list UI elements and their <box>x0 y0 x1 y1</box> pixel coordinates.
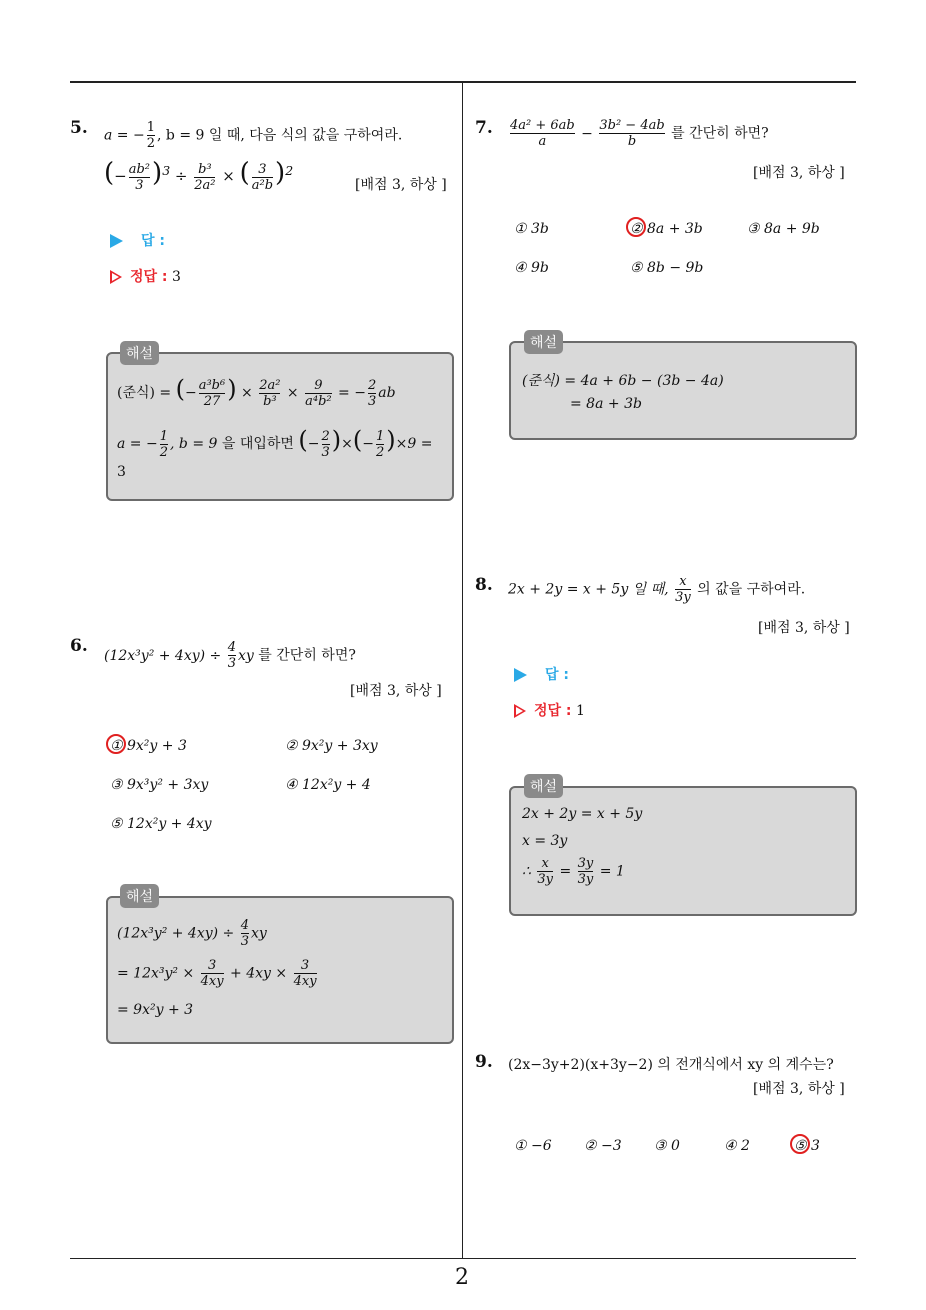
q6-selected-circle-icon <box>106 734 126 754</box>
q9-choice-5[interactable]: ⑤ 3 <box>794 1138 820 1154</box>
q7-choice-2[interactable]: ② 8a + 3b <box>630 221 703 237</box>
q8-prompt: 2x + 2y = x + 5y 일 때, $\frac{x}{3y}$ 의 값을 구하여라. <box>508 574 806 605</box>
q8-number: 8. <box>475 575 493 595</box>
q7-selected-circle-icon <box>626 217 646 237</box>
q5-solution-tag: 해설 <box>120 341 159 365</box>
q8-answer-label: 답 : <box>514 664 569 684</box>
top-rule <box>70 81 856 83</box>
correct-arrow-icon <box>110 270 122 284</box>
q6-number: 6. <box>70 636 88 656</box>
q9-choice-4[interactable]: ④ 2 <box>724 1138 750 1154</box>
q8-solution-line3: ∴ $\frac{x}{3y}$ = $\frac{3y}{3y}$ = 1 <box>522 856 625 887</box>
q8-solution-line2: x = 3y <box>522 833 568 849</box>
q9-choice-3[interactable]: ③ 0 <box>654 1138 680 1154</box>
q5-answer-label: 답 : <box>110 230 165 250</box>
q6-choice-5[interactable]: ⑤ 12x²y + 4xy <box>110 816 212 832</box>
q7-solution-tag: 해설 <box>524 330 563 354</box>
q6-choice-1[interactable]: ① 9x²y + 3 <box>110 738 187 754</box>
correct-arrow-icon <box>514 704 526 718</box>
q8-solution-tag: 해설 <box>524 774 563 798</box>
q8-solution-line1: 2x + 2y = x + 5y <box>522 806 643 822</box>
answer-arrow-icon <box>110 234 123 248</box>
q6-choice-4[interactable]: ④ 12x²y + 4 <box>285 777 371 793</box>
bottom-rule <box>70 1258 856 1259</box>
q7-number: 7. <box>475 118 493 138</box>
q6-score: [배점 3, 하상 ] <box>350 683 442 699</box>
column-divider <box>462 83 463 1259</box>
q8-correct: 정답 : 1 <box>514 700 585 720</box>
q7-choice-4[interactable]: ④ 9b <box>514 260 549 276</box>
q6-solution-line2: = 12x³y² × $\frac{3}{4xy}$ + 4xy × $\frac{3}{4xy}$ <box>117 958 317 989</box>
q5-prompt: a = − $\frac{1}{2}$ , b = 9 일 때, 다음 식의 값을 구하여라. <box>104 120 403 151</box>
q6-solution-line3: = 9x²y + 3 <box>117 1002 194 1018</box>
q9-choice-1[interactable]: ① −6 <box>514 1138 552 1154</box>
q6-solution-tag: 해설 <box>120 884 159 908</box>
q5-score: [배점 3, 하상 ] <box>355 177 447 193</box>
q9-score: [배점 3, 하상 ] <box>753 1081 845 1097</box>
q6-prompt: (12x³y² + 4xy) ÷ $\frac{4}{3}$ xy 를 간단히 하면? <box>104 640 356 671</box>
q7-prompt: $\frac{\text{4a² + 6ab}}{a}$ − $\frac{\text{3b² − 4ab}}{b}$ 를 간단히 하면? <box>510 118 769 149</box>
q8-score: [배점 3, 하상 ] <box>758 620 850 636</box>
q6-choice-3[interactable]: ③ 9x³y² + 3xy <box>110 777 209 793</box>
q5-solution-line1: (준식) = (− $\frac{\text{a³b⁶}}{27}$ ) × $\frac{\text{2a²}}{\text{b³}}$ × $\frac{9}{\text{a⁴b²}}$ = − $\frac{2}{3}$ ab <box>117 375 396 409</box>
q7-score: [배점 3, 하상 ] <box>753 165 845 181</box>
q6-solution-line1: (12x³y² + 4xy) ÷ $\frac{4}{3}$ xy <box>117 918 267 949</box>
q7-solution-line1: (준식) = 4a + 6b − (3b − 4a) <box>522 373 724 389</box>
q7-choice-5[interactable]: ⑤ 8b − 9b <box>630 260 704 276</box>
q5-number: 5. <box>70 118 88 138</box>
answer-arrow-icon <box>514 668 527 682</box>
q7-solution-box <box>509 341 857 440</box>
q7-choice-1[interactable]: ① 3b <box>514 221 549 237</box>
q6-choice-2[interactable]: ② 9x²y + 3xy <box>285 738 378 754</box>
q9-selected-circle-icon <box>790 1134 810 1154</box>
q5-solution-line2: a = − $\frac{1}{2}$ , b = 9 을 대입하면 (− $\frac{2}{3}$ )×(− $\frac{1}{2}$ )×9 = <box>117 426 433 460</box>
q7-choice-3[interactable]: ③ 8a + 9b <box>747 221 820 237</box>
q5-correct: 정답 : 3 <box>110 266 181 286</box>
q5-solution-line3: 3 <box>117 464 126 480</box>
q9-prompt: (2x−3y+2)(x+3y−2) 의 전개식에서 xy 의 계수는? <box>508 1057 834 1073</box>
q5-expression: (− $\frac{\text{ab²}}{3}$ )$^3$ ÷ $\frac{\text{b³}}{\text{2a²}}$ × ( $\frac{3}{\text{a²b}}$ )$^2$ <box>104 158 294 193</box>
q9-number: 9. <box>475 1052 493 1072</box>
q7-solution-line2: = 8a + 3b <box>570 396 642 412</box>
q9-choice-2[interactable]: ② −3 <box>584 1138 622 1154</box>
page-number: 2 <box>455 1265 469 1290</box>
